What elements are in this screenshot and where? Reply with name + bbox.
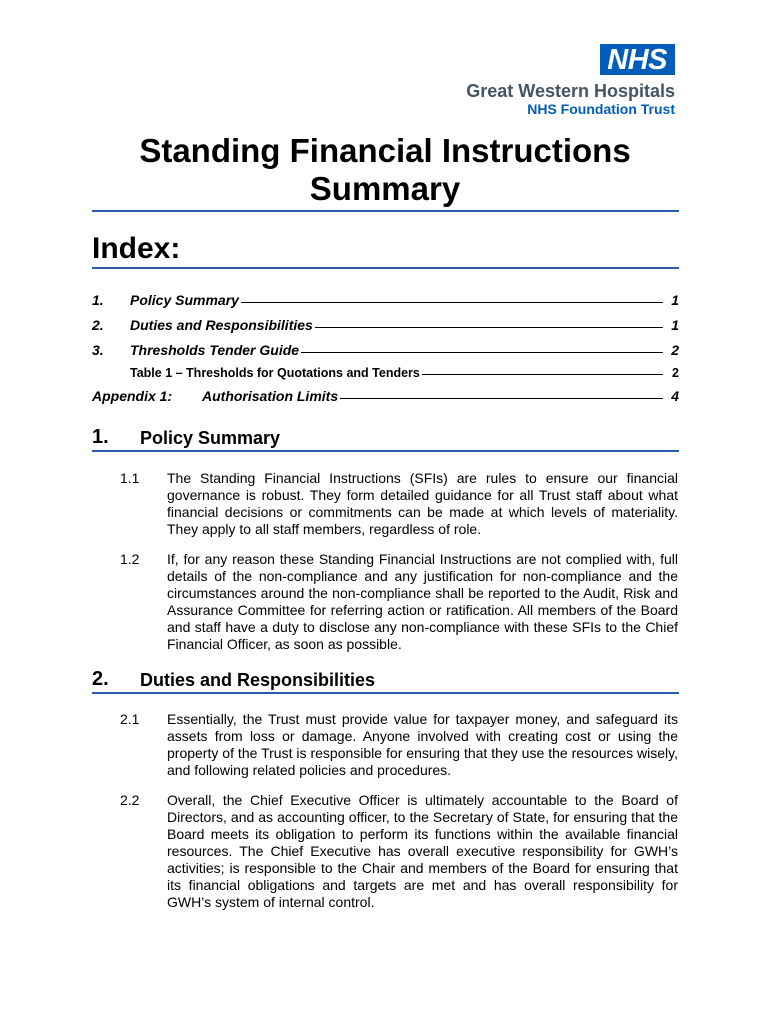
section-title: Policy Summary [140,428,281,448]
toc-leader [340,398,663,399]
title-line-2: Summary [309,170,461,207]
document-title [0,132,770,208]
paragraph-text: If, for any reason these Standing Financial Instructions are not complied with, full details of the non-compliance and any justification for non-compliance and the circumstances around the non-compliance shall be reported to the Audit, Risk and Assurance Committee for referring action or ratification. All members of the Board and staff have a duty to disclose any non-compliance with these SFIs to the Chief Financial Officer, as soon as possible. [167,551,678,652]
toc-leader [315,327,663,328]
nhs-logo [466,44,675,117]
section-number: 2. [92,668,109,690]
section-rule [92,450,679,452]
trust-name: NHS Foundation Trust [527,101,675,117]
paragraph-number: 2.2 [120,792,140,808]
toc-entry[interactable]: 3. Thresholds Tender Guide 2 [92,342,679,358]
paragraph-text: Essentially, the Trust must provide value for taxpayer money, and safeguard its assets from loss or damage. Anyone involved with creating cost or using the property of the Trust is responsible for ensuring that they use the resources wisely, and following related policies and procedures. [167,711,678,778]
toc-entry[interactable]: 1. Policy Summary 1 [92,292,679,308]
organisation-name: Great Western Hospitals [466,81,675,101]
paragraph-text: The Standing Financial Instructions (SFIs) are rules to ensure our financial governance is robust. They form detailed guidance for all Trust staff about what financial decisions or commitments can be made at which levels of materiality. They apply to all staff members, regardless of role. [167,470,678,537]
toc-leader [241,302,663,303]
index-rule [92,267,679,269]
toc-entry[interactable]: 2. Duties and Responsibilities 1 [92,317,679,333]
paragraph-number: 1.2 [120,551,140,567]
paragraph-number: 1.1 [120,470,140,486]
paragraph-text: Overall, the Chief Executive Officer is ultimately accountable to the Board of Directors, and as accounting officer, to the Secretary of State, for ensuring that the Board meets its obligation to perform its functions within the available financial resources. The Chief Executive has overall executive responsibility for GWH’s activities; is responsible to the Chair and members of the Board for ensuring that its financial obligations and targets are met and has overall responsibility for GWH’s system of internal control. [167,792,678,910]
toc-appendix-entry[interactable]: Appendix 1: Authorisation Limits 4 [92,388,679,404]
section-number: 1. [92,426,109,448]
title-line-1: Standing Financial Instructions [139,132,631,169]
toc-leader [422,374,663,375]
section-title: Duties and Responsibilities [140,670,376,690]
toc-leader [301,352,663,353]
paragraph-number: 2.1 [120,711,140,727]
section-rule [92,692,679,694]
index-heading: Index: [92,232,181,265]
toc-subentry[interactable]: Table 1 – Thresholds for Quotations and Tenders 2 [130,366,679,380]
nhs-badge: NHS [600,44,675,75]
title-rule [92,210,679,212]
